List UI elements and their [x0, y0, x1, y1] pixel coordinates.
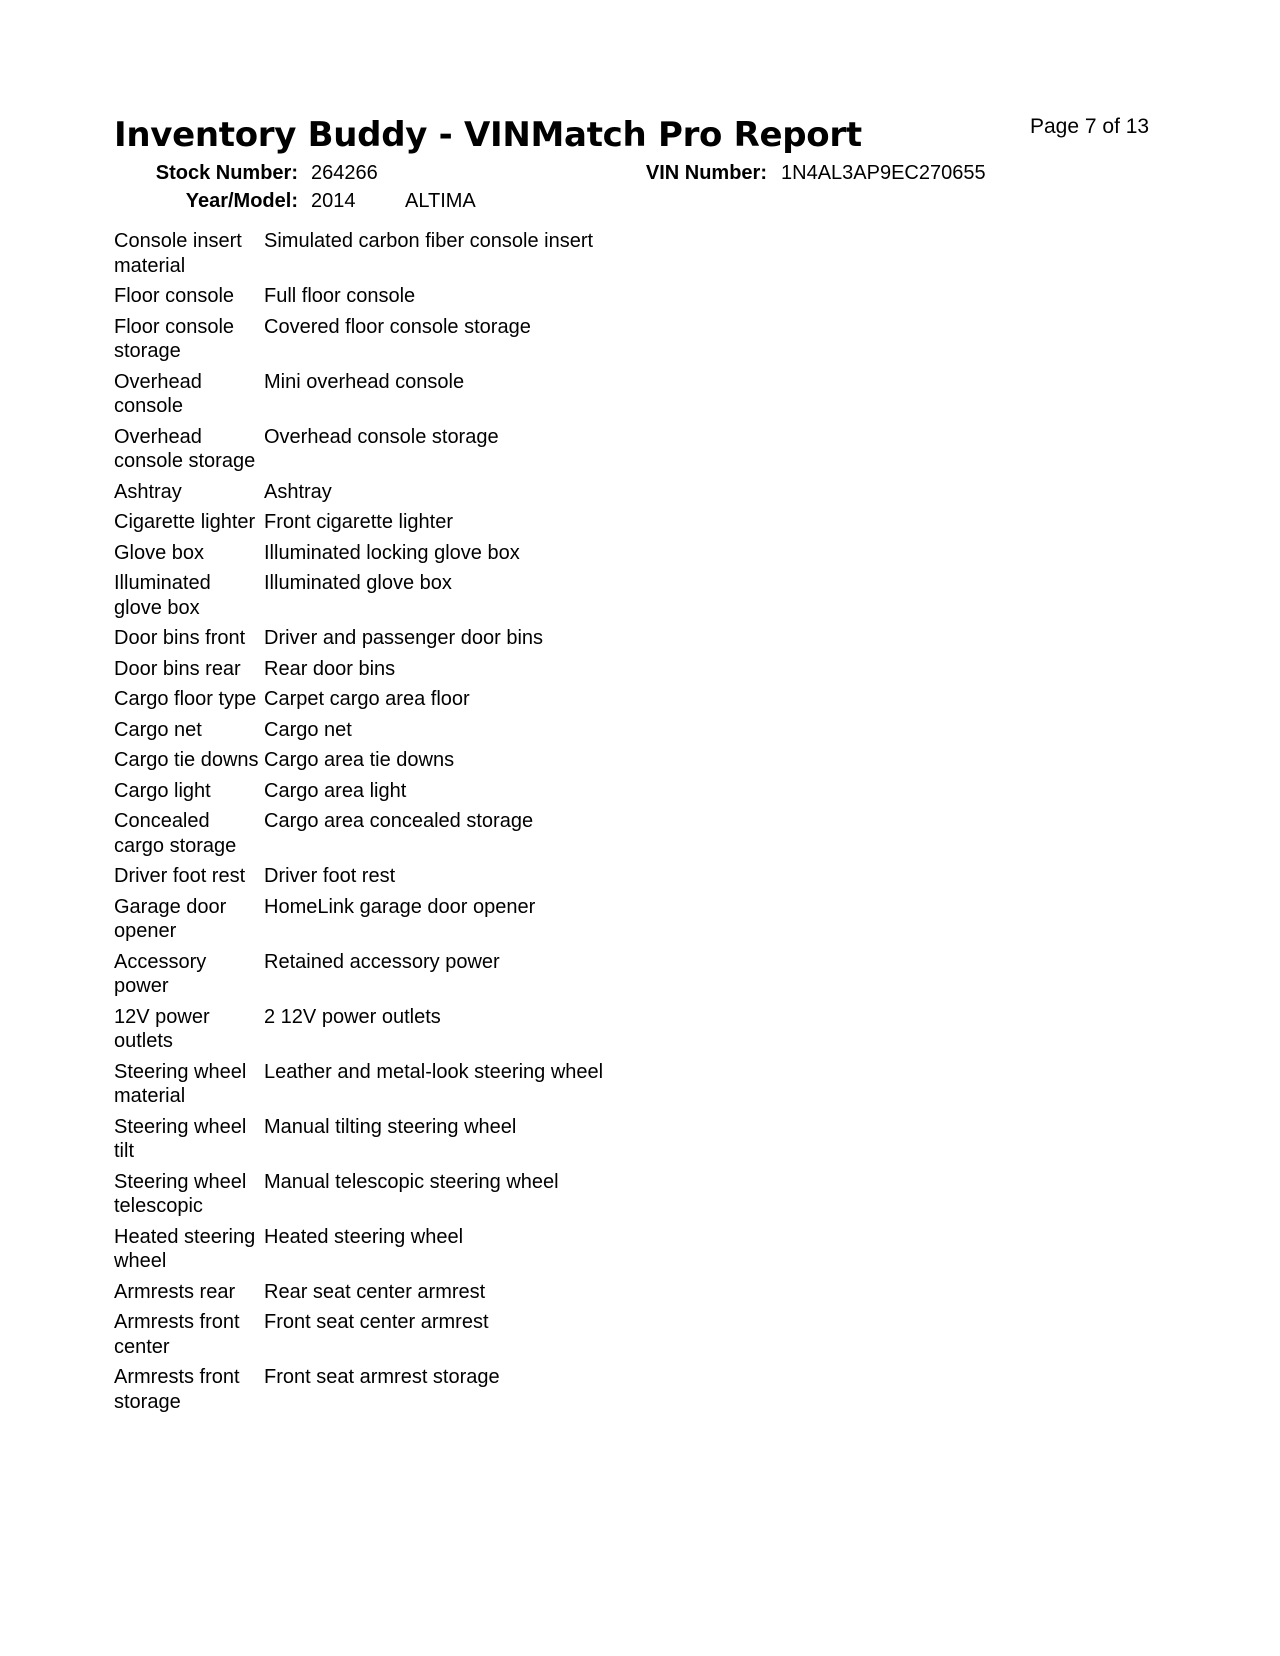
spec-row: [114, 950, 714, 999]
spec-label: Overhead console: [114, 370, 202, 417]
spec-value: Full floor console: [264, 285, 416, 307]
spec-label: Door bins front: [114, 627, 246, 649]
spec-value: Retained accessory power: [264, 950, 500, 973]
spec-value: Driver and passenger door bins: [264, 627, 544, 649]
year-model-label: Year/Model:: [185, 190, 298, 212]
spec-row: [114, 510, 714, 535]
spec-row: [114, 718, 714, 743]
spec-value: Mini overhead console: [264, 370, 465, 393]
spec-row: [114, 864, 714, 889]
spec-label: Ashtray: [114, 480, 182, 503]
spec-value: 2 12V power outlets: [264, 1005, 441, 1028]
spec-row: [114, 1170, 714, 1219]
spec-row: [114, 1060, 714, 1109]
spec-row: [114, 425, 714, 474]
spec-row: [114, 1310, 714, 1359]
year-value: 2014: [311, 190, 356, 212]
spec-value: Cargo net: [264, 718, 352, 741]
spec-label: Steering wheel tilt: [114, 1115, 247, 1162]
spec-row: [114, 779, 714, 804]
spec-label: Overhead console storage: [114, 425, 256, 472]
spec-label: Accessory power: [114, 950, 207, 997]
spec-label: Armrests front storage: [114, 1366, 240, 1413]
spec-row: [114, 1365, 714, 1414]
spec-row: [114, 315, 714, 364]
page-number: Page 7 of 13: [1030, 115, 1150, 138]
spec-label: Steering wheel material: [114, 1060, 247, 1107]
spec-value: Carpet cargo area floor: [264, 688, 470, 710]
spec-row: [114, 370, 714, 419]
spec-label: Cargo light: [114, 779, 211, 802]
spec-label: Garage door opener: [114, 895, 227, 942]
spec-value: Cargo area tie downs: [264, 749, 455, 771]
spec-label: Glove box: [114, 541, 205, 564]
spec-row: [114, 541, 714, 566]
spec-label: Cargo tie downs: [114, 749, 259, 771]
spec-label: Driver foot rest: [114, 865, 246, 887]
spec-label: Floor console: [114, 285, 235, 307]
spec-label: Cigarette lighter: [114, 511, 256, 533]
vin-number-value: 1N4AL3AP9EC270655: [781, 162, 986, 184]
spec-value: Cargo area concealed storage: [264, 810, 534, 832]
spec-value: Heated steering wheel: [264, 1225, 464, 1248]
spec-label: Cargo floor type: [114, 688, 257, 710]
spec-row: [114, 895, 714, 944]
spec-row: [114, 1115, 714, 1164]
spec-label: Heated steering wheel: [114, 1225, 256, 1272]
spec-value: Driver foot rest: [264, 865, 396, 887]
spec-value: Manual telescopic steering wheel: [264, 1170, 559, 1193]
spec-row: [114, 1225, 714, 1274]
spec-value: Illuminated glove box: [264, 572, 452, 594]
spec-value: Front seat armrest storage: [264, 1366, 500, 1388]
model-value: ALTIMA: [405, 190, 476, 212]
spec-label: Armrests front center: [114, 1311, 240, 1358]
spec-label: 12V power outlets: [114, 1005, 210, 1052]
spec-label: Floor console storage: [114, 315, 235, 362]
spec-row: [114, 748, 714, 773]
spec-label: Steering wheel telescopic: [114, 1170, 247, 1217]
spec-row: [114, 571, 714, 620]
vin-number-label: VIN Number:: [645, 162, 767, 184]
spec-value: Overhead console storage: [264, 425, 499, 448]
spec-row: [114, 284, 714, 309]
spec-value: Rear seat center armrest: [264, 1280, 486, 1303]
spec-label: Console insert material: [114, 230, 242, 277]
spec-row: [114, 480, 714, 505]
spec-label: Concealed cargo storage: [114, 810, 237, 857]
spec-value: Simulated carbon fiber console insert: [264, 230, 594, 252]
spec-row: [114, 1280, 714, 1305]
spec-value: Manual tilting steering wheel: [264, 1115, 517, 1138]
spec-value: Rear door bins: [264, 657, 396, 680]
spec-label: Cargo net: [114, 718, 202, 741]
spec-value: Front cigarette lighter: [264, 511, 453, 533]
spec-label: Door bins rear: [114, 657, 241, 680]
spec-row: [114, 809, 714, 858]
stock-number-value: 264266: [311, 162, 378, 184]
spec-list: [114, 229, 714, 1420]
spec-value: Leather and metal-look steering wheel: [264, 1060, 604, 1083]
stock-number-label: Stock Number:: [155, 162, 298, 184]
spec-label: Armrests rear: [114, 1280, 236, 1303]
spec-row: [114, 657, 714, 682]
spec-value: Covered floor console storage: [264, 315, 531, 338]
spec-value: Cargo area light: [264, 779, 407, 802]
spec-row: [114, 1005, 714, 1054]
page-title: Inventory Buddy - VINMatch Pro Report: [114, 115, 862, 155]
spec-label: Illuminated glove box: [114, 572, 211, 619]
spec-row: [114, 626, 714, 651]
spec-value: HomeLink garage door opener: [264, 895, 536, 918]
spec-row: [114, 687, 714, 712]
spec-value: Illuminated locking glove box: [264, 541, 520, 564]
spec-value: Front seat center armrest: [264, 1311, 489, 1333]
spec-row: [114, 229, 714, 278]
spec-value: Ashtray: [264, 480, 332, 503]
